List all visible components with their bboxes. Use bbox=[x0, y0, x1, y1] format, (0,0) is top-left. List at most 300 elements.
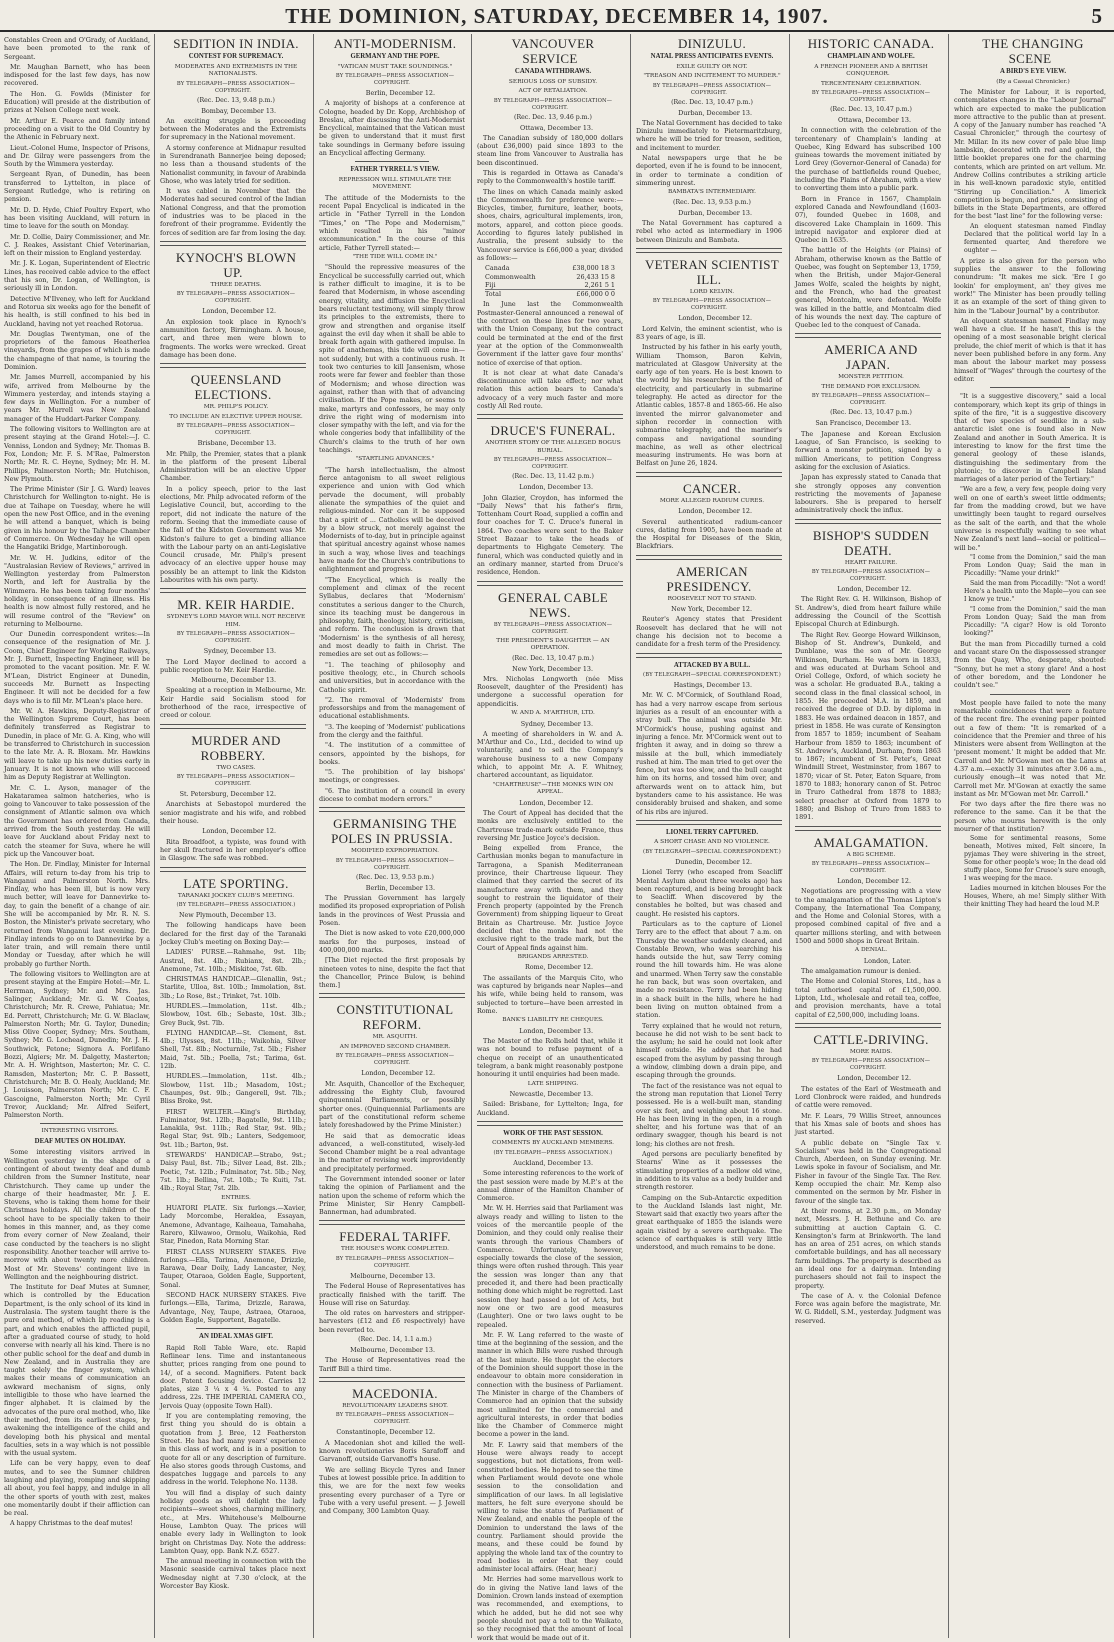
divider bbox=[636, 472, 782, 477]
verse: Some for sentimental reasons, Some beneath, Motives mixed, Felt sincere, In pyjamas They were shivering in the street, Some for other people's woe; In the dead old stuffy place, Some for Crusoe's sure enough, I was weeping for the mace. bbox=[964, 835, 1106, 883]
advert-text: You will find a display of such dainty holiday goods as will delight the lady recipients—sweet shoes, charming millinery, etc., at Mrs. Whitehouse's Melbourne House, Lambton Quay. The prices will enable every lady in Wellington to look bright on Christmas Day. Note the address: Lambton Quay, opp. Bank N.Z. 6527. bbox=[160, 1488, 306, 1555]
paragraph: Several authenticated radium-cancer cures, dating from 1905, have been made at the Hospital for Diseases of the Skin, Blackfriars. bbox=[636, 517, 782, 551]
divider bbox=[795, 826, 941, 831]
deck: TERCENTENARY CELEBRATION. bbox=[820, 80, 922, 87]
paragraph: The battle of the Heights (or Plains) of Abraham, otherwise known as the Battle of Quebec, was fought on September 13, 1759, when the British, under Major-General James Wolfe, scaled the heights by night, and the French, who had the greatest general, Montcalm, were defeated. Wolfe was killed in the battle, and Montcalm died of his wounds the next day. The capture of Quebec led to the conquest of Canada. bbox=[795, 246, 941, 330]
paragraph: The amalgamation rumour is denied. bbox=[801, 967, 921, 976]
paragraph: Some interesting references to the work of the past session were made by M.P.'s at the annual dinner of the Hamilton Chamber of Commerce. bbox=[477, 1169, 623, 1203]
paragraph: Mr. W. H. Herries said that Parliament was always ready and willing to listen to the voices of the mercantile people of the Dominion, and they could only realise their wants through the various Chambers of Commerce. Unfortunately, however, especially towards the close of the session, things were often rushed through. This year the session was longer than any that preceded it, and there had been practically nothing done which might be regretted. Last session they had passed a lot of Acts, but now one or two are good measures (Laughter). One or two laws ought to be repealed. bbox=[477, 1204, 623, 1329]
paragraph: "We are a few, a very few, people doing very well on one of earth's sweet little oddments; far from the madding crowd, but we have unwittingly been taught to regard ourselves as the salt of the earth, and that the whole universe is respectfully waiting to see what New Zealand's next land—social or political—will be." bbox=[954, 485, 1106, 552]
verse: "I come from the Dominion," said the man From London Quay; Said the man from Piccadilly: "A cigar? How is old Toronto looking?" bbox=[964, 605, 1106, 637]
paragraph: Mr. F. Lears, 79 Willis Street, announces that his Xmas sale of boots and shoes has just started. bbox=[795, 1111, 941, 1137]
credit-line: BY TELEGRAPH—PRESS ASSOCIATION—COPYRIGHT. bbox=[176, 774, 296, 788]
subheading: W. AND A. M'ARTHUR, LTD. bbox=[511, 710, 595, 717]
divider bbox=[160, 588, 306, 593]
verse: Said the man from Piccadilly: "Not a word! Here's a health unto the Maple—you can see I know ye true." bbox=[964, 579, 1106, 603]
divider bbox=[795, 519, 941, 524]
byline: (By a Casual Chronicler.) bbox=[996, 78, 1070, 85]
advert-text: Rapid Roll Table Ware, etc. Rapid Reflinear lens. Time and instantaneous shutter, prices ranging from one pound to 14/, of a second. Magnifiers. Patent back door. Patent focusing device. Carries 12 plates, size 3 ¼ x 4 ¼. Posted to any address, 22s. THE IMPERIAL CAMERA CO., Jervois Quay (opposite Town Hall). bbox=[160, 1343, 306, 1410]
deck: A BIG SCHEME. bbox=[846, 851, 896, 858]
headline: DRUCE'S FUNERAL. bbox=[490, 423, 616, 439]
received-line: (Rec. Dec. 13, 9.46 p.m.) bbox=[514, 113, 592, 121]
headline: SEDITION IN INDIA. bbox=[173, 36, 299, 51]
headline: CONSTITUTIONAL REFORM. bbox=[336, 1002, 454, 1033]
credit-line: BY TELEGRAPH—PRESS ASSOCIATION—COPYRIGHT. bbox=[335, 1053, 455, 1067]
paragraph: SECOND HACK NURSERY STAKES. Five furlongs.—Ella, Tarima, Drizzle, Rarawa, Advantage, Ney, Taupe, Astraea, Otaraoa, Golden Eagle, Supportent, Bagatelle. bbox=[160, 1291, 306, 1324]
received-line: (Rec. Dec. 13, 9.48 p.m.) bbox=[197, 96, 275, 104]
paragraph: Most people have failed to note the many remarkable coincidences that were a feature of the recent fire. The evening paper pointed out a few of them: "It is remarked of a coincidence that the Premier and three of his Ministers were absent from Wellington at the 'present moment.' It might be added that Mr. Carroll and Mr. M'Gowan met on the Lams at 4.37 a.m.—exactly 31 minutes after 3.06 a.m., curiously enough—it was noted that Mr. Carroll met Mr. M'Gowan at exactly the same instant as Mr. M'Gowan met Mr. Carroll." bbox=[954, 698, 1106, 798]
table-row bbox=[485, 264, 615, 272]
paragraph: HURDLES.—Immolation, 11st. 4lb.; Slowbow, 11st. 1lb.; Masadom, 10st.; Chaunpes, 9st. 9lb.; Gangerell, 9st. 7lb.; Bliss Broke, 9st. bbox=[160, 1072, 306, 1106]
headline: ATTACKED BY A BULL. bbox=[673, 661, 751, 669]
credit-line: BY TELEGRAPH—PRESS ASSOCIATION—COPYRIGHT. bbox=[493, 97, 613, 111]
paragraph: Mr. C. L. Ayson, manager of the Hakataramea salmon hatcheries, who is going to Vancouver to take possession of the consignment of Atlantic salmon ova which the Government has ordered from Canada, arrived from the South yesterday. He will leave for Auckland about Friday next to catch the steamer for Suva, where he will pick up the Vancouver boat. bbox=[4, 783, 150, 858]
headline: MURDER AND ROBBERY. bbox=[191, 732, 281, 763]
paragraph: The Japanese and Korean Exclusion League, of San Francisco, is seeking to forward a monster petition, signed by a million Americans, to petition Congress asking for the exclusion of Asiatics. bbox=[795, 429, 941, 471]
paragraph: A Macedonian shot and killed the well-known revolutionaries Boris Sarafoff and Garvanoff, outside Garvanoff's house. bbox=[319, 1438, 465, 1464]
credit-line: BY TELEGRAPH—PRESS ASSOCIATION—COPYRIGHT. bbox=[811, 569, 931, 583]
dateline: London, December 12. bbox=[361, 1069, 435, 1078]
dateline: Hastings, December 13. bbox=[673, 681, 752, 690]
column-6 bbox=[795, 36, 941, 1636]
paragraph: Anarchists at Sebastopol murdered the senior magistrate and his wife, and robbed their house. bbox=[160, 800, 306, 826]
deck: MORE RAIDS. bbox=[849, 1048, 893, 1055]
divider bbox=[990, 387, 1070, 388]
dateline: London, December 12. bbox=[678, 507, 752, 516]
credit-line: (BY TELEGRAPH—SPECIAL CORRESPONDENT.) bbox=[643, 848, 781, 855]
paragraph: Japan has expressly stated to Canada that she strongly opposes any convention restricting the movements of Japanese labourers. She is prepared to herself administratively check the influx. bbox=[795, 473, 941, 515]
subheading: MR. ASQUITH. bbox=[372, 1034, 418, 1041]
dateline: London, December 12. bbox=[678, 314, 752, 323]
paragraph: A stormy conference at Midnapur resulted in Surendranath Bannerjee being deposed; no less than a thousand students of the Nationalist community, in favour of Arabinda Ghose, who was lately tried for sedition. bbox=[160, 143, 306, 185]
dateline: London, December 12. bbox=[202, 307, 276, 316]
paragraph: The following visitors to Wellington are at present staying at the Empire Hotel:—Mr. L. Herrman, Sydney; Mr. and Mrs. Jas. Salinger, Auckland; Mr. G. W. Coates, Christchurch; Mr. R. Crewe, Pahiatua; Mr. Ed. Perrett, Christchurch; Mr. G. W. Blaclaw, Palmerston North; Mr. G. Taylor, Dunedin; Miss Olive Cooper, Sydney; Mrs. Southam, Sydney; Mr. G. Lochead, Dunedin; Mr. J. H. Southwick, Petone; Signora A. Forlifano Bozzi, Algiers; Mr. M. Dalgetty, Masterton; Mr. A. H. Wrightson, Masterton; Mr. C. C. Ramsden, Masterton; Mr. C. P. Bassett, Christchurch; Mr. B. O. Healy, Auckland; Mr. J. Louisson, Palmerston North; Mr. C. F. Gascoigne, Palmerston North; Mr. Cyril Trevor, Auckland; Mr. Alfred Seifert, Palmerston North. bbox=[4, 970, 150, 1120]
subheading: CHAMPLAIN AND WOLFE. bbox=[827, 53, 915, 60]
divider bbox=[160, 724, 306, 729]
paragraph: An eloquent statesman named Findlay may well have a clue. If he hasn't, this is the opening of a most seasonable bright clerical prelude, the chief merit of which is that it has never been published before in any form. Any man about the labour market may possess himself of "Wages" through the courtesy of the editor. bbox=[954, 316, 1106, 383]
paragraph: "6. The institution of a council in every diocese to combat modern errors." bbox=[319, 786, 465, 804]
subheading: BANK'S LIABILITY RE CHEQUES. bbox=[502, 1017, 604, 1024]
divider bbox=[160, 363, 306, 368]
received-line: (Rec. Dec. 13, 10.47 p.m.) bbox=[671, 98, 753, 106]
credit-line: BY TELEGRAPH—PRESS ASSOCIATION—COPYRIGHT. bbox=[811, 861, 931, 874]
table-row bbox=[485, 289, 615, 298]
deck: TO INCLUDE AN ELECTIVE UPPER HOUSE. bbox=[169, 413, 303, 420]
paragraph: The Government intended sooner or later taking the opinion of Parliament and the nation upon the scheme of reform which the Prime Minister, Sir Henry Campbell-Bannerman, had adumbrated. bbox=[319, 1174, 465, 1217]
paragraph: Mr. Philp, the Premier, states that a plank in the platform of the present Liberal Administration will be an elective Upper Chamber. bbox=[160, 449, 306, 483]
paragraph: The Master of the Rolls held that, while it was not bound to refuse payment of a cheque on receipt of an unauthenticated telegram, a bank might reasonably postpone honouring it until enquiries had been made. bbox=[477, 1037, 623, 1079]
divider bbox=[40, 1123, 114, 1124]
dateline: St. Petersburg, December 12. bbox=[179, 790, 276, 799]
paragraph: "1. The teaching of philosophy and positive theology, etc., in Church schools and universities, but in accordance with the Catholic spirit. bbox=[319, 660, 465, 694]
paragraph: The Hon. G. Fowlds (Minister for Education) will preside at the distribution of prizes at Nelson College next week. bbox=[4, 89, 150, 115]
table-cell: Commonwealth bbox=[485, 272, 536, 281]
paragraph: In connection with the celebration of the tercentenary of Champlain's landing at Quebec, King Edward has subscribed 100 guineas towards the movement initiated by Lord Grey (Governor-General of Canada) for the purchase of battlefields round Quebec, including the Plains of Abraham, with a view to converting them into a public park. bbox=[795, 126, 941, 193]
verse: An eloquent statesman named Findlay Declared that the political world lay In a fermented quarter, And therefore we oughter — bbox=[964, 222, 1106, 254]
paragraph: A prize is also given for the person who supplies the answer to the following conundrum: "It makes me sick. 'Ere I go lookin' for employment, an' they gives me work!" The Minister has been proudly telling it as an example of the sort of thing given to him in the "Labour Journal" by a contributor. bbox=[954, 256, 1106, 315]
column-3 bbox=[319, 36, 465, 1636]
deck: HEART FAILURE. bbox=[844, 559, 898, 566]
divider bbox=[990, 694, 1070, 695]
table-cell: 2,261 5 1 bbox=[584, 280, 615, 289]
paragraph: The assailants of the Marquis Cito, who was captured by brigands near Naples—and his wife, while being held to ransom, was subjected to torture—have been arrested in Rome. bbox=[477, 973, 623, 1015]
deck: AN IMPROVED SECOND CHAMBER. bbox=[339, 1043, 451, 1050]
paragraph: FLYING HANDICAP.—St. Clement, 8st. 4lb.; Ulysses, 8st. 11lb.; Waikohia, Silver Shell, 7st. 8lb.; Nocturnile, 7st. 5lb.; Fisher Maid, 7st. 5lb.; Poella, 7st.; Tarima, 6st. 12lb. bbox=[160, 1028, 306, 1071]
received-line: (Rec. Dec. 13, 10.47 p.m.) bbox=[830, 409, 912, 417]
paragraph: Sailed: Brisbane, for Lyttelton; Inga, for Auckland. bbox=[477, 1100, 623, 1117]
paragraph: A majority of bishops at a conference at Cologne, headed by Dr. Kopp, Archbishop of Breslau, after discussing the Anti-Modernist Encyclical, maintained that the Vatican must be given to understand that it must first take soundings in Germany before issuing an Encyclical affecting Germany. bbox=[319, 99, 465, 158]
credit-line: BY TELEGRAPH—PRESS ASSOCIATION—COPYRIGHT. bbox=[335, 73, 455, 86]
paragraph: Negotiations are progressing with a view to the amalgamation of the Thomas Lipton's Company, the International Tea Company, and the Home and Colonial Stores, with a proposed combined capital of five and a quarter millions sterling, and with between 1500 and 5000 shops in Great Britain. bbox=[795, 887, 941, 946]
dateline: Melbourne, December 13. bbox=[350, 1346, 435, 1355]
column-rule bbox=[630, 34, 631, 1638]
dateline: Dunedin, December 12. bbox=[675, 857, 752, 866]
divider bbox=[795, 1023, 941, 1028]
divider bbox=[319, 1220, 465, 1225]
paragraph: Mr. Douglas Twentyman, one of the proprietors of the famous Heatherlea vineyards, from the grapes of which is made the champagne of that name, is touring the Dominion. bbox=[4, 329, 150, 371]
subheading: A DENIAL. bbox=[854, 947, 888, 954]
paragraph: The Home and Colonial Stores, Ltd., has a total authorised capital of £1,500,000. Lipton, Ltd., wholesale and retail tea, coffee, and provision merchants, have a total capital of £2,500,000, including loans. bbox=[795, 977, 941, 1019]
paragraph: The Court of Appeal has decided that the monks are exclusively entitled to the Chartreuse trade-mark outside France, thus reversing Mr. Justice Joyce's decision. bbox=[477, 808, 623, 842]
credit-line: BY TELEGRAPH—PRESS ASSOCIATION—COPYRIGHT. bbox=[493, 621, 613, 635]
subheading: CANADA WITHDRAWS. bbox=[514, 68, 592, 75]
paragraph: But the man from Piccadilly turned a cold and vacant stare On the dispossessed stranger from the Quay, Who, desperate, shouted: "Sonny, but he met a stony glare! And a host of other boredom, and the Londoner he couldn't see." bbox=[954, 639, 1106, 690]
column-1 bbox=[4, 36, 150, 1636]
credit-line: BY TELEGRAPH—PRESS ASSOCIATION—COPYRIGHT. bbox=[811, 90, 931, 103]
deck: COMMENTS BY AUCKLAND MEMBERS. bbox=[492, 1140, 614, 1147]
credit-line: (BY TELEGRAPH—SPECIAL CORRESPONDENT.) bbox=[643, 672, 781, 679]
paragraph: Mr. Maughan Barnett, who has been indisposed for the last few days, has now recovered. bbox=[4, 62, 150, 88]
masthead bbox=[0, 0, 1114, 32]
table-cell: Total bbox=[485, 290, 502, 299]
dateline: Berlin, December 12. bbox=[365, 89, 435, 97]
paragraph: HURDLES.—Immolation, 11st. 4lb.; Slowbow, 10st. 6lb.; Sebaste, 10st. 3lb.; Grey Buck, 9st. 7lb. bbox=[160, 1002, 306, 1027]
dateline: New Plymouth, December 13. bbox=[178, 911, 276, 920]
paragraph: It is not clear at what date Canada's discontinuance will take effect; nor what relation this action bears to Canada's advocacy of a very much faster and more costly All Red route. bbox=[477, 368, 623, 410]
deck: LORD KELVIN. bbox=[689, 288, 735, 295]
credit-line: BY TELEGRAPH—PRESS ASSOCIATION—COPYRIGHT. bbox=[176, 291, 296, 305]
column-rule bbox=[154, 34, 155, 1638]
headline: KYNOCH'S BLOWN UP. bbox=[175, 249, 297, 280]
paragraph: [The Diet rejected the first proposals by nineteen votes to nine, despite the fact that the Chancellor, Prince Bulow, is behind them.] bbox=[319, 956, 465, 990]
column-2 bbox=[160, 36, 306, 1636]
table-cell: £66,000 0 0 bbox=[576, 290, 615, 299]
divider bbox=[477, 581, 623, 586]
paragraph: CHRISTMAS HANDICAP.—Glenallin, 9st.; Starlite, Ulloa, 8st. 10lb.; Immolation, 8st. 3lb.; Lo Rose, 8st.; Trinket, 7st. 10lb. bbox=[160, 975, 306, 1000]
headline: THE CHANGING SCENE bbox=[982, 36, 1084, 66]
deck: MORE ALLEGED RADIUM CURES. bbox=[659, 497, 765, 504]
credit-line: BY TELEGRAPH—PRESS ASSOCIATION—COPYRIGHT. bbox=[652, 82, 772, 96]
paragraph: The Prime Minister (Sir J. G. Ward) leaves Christchurch for Wellington to-night. He is due at Taihape on Tuesday, where he will open the new Post Office, and in the evening he will attend a banquet, which is being given in his honour by the Taihape Chamber of Commerce. On Wednesday he will open the Hangatiki Bridge, Martinborough. bbox=[4, 485, 150, 552]
received-line: (Rec. Dec. 13, 9.53 p.m.) bbox=[356, 873, 434, 881]
dateline: Sydney, December 13. bbox=[203, 647, 276, 656]
paragraph: Sergeant Ryan, of Dunedin, has been transferred to Lyttelton, in place of Sergeant Rutledge, who is retiring on pension. bbox=[4, 170, 150, 204]
subheading: DEAF MUTES ON HOLIDAY. bbox=[34, 1137, 126, 1145]
paragraph: The Right Rev. George Howard Wilkinson, Bishop of St. Andrew's, Dunkeld, and Dunblane, was the son of Mr. George Wilkinson, Durham. He was born in 1833, and was educated at Durham School and Oriel College, Oxford, of which society he was a scholar. He graduated B.A., taking a second class in the final classical school, in 1855. He proceeded M.A. in 1859, and received the degree of D.D. by diploma in 1883. He was ordained deacon in 1857, and priest in 1858. He was curate of Kensington from 1857 to 1859; incumbent of Seaham Harbour from 1859 to 1863; incumbent of St. Andrew's, Auckland, Durham, from 1863 to 1867; incumbent of St. Peter's, Great Windmill Street, Westminster, from 1867 to 1870; vicar of St. Peter, Eaton Square, from 1870 to 1883; honorary canon of St. Petroc in Truro Cathedral from 1878 to 1883; select preacher at Oxford from 1879 to 1880; and Bishop of Truro from 1883 to 1891. bbox=[795, 630, 941, 822]
paragraph: Particulars as to the capture of Lionel Terry are to the effect that about 7 a.m. on Thursday the weather suddenly cleared, and Constable Brown, who was searching his hands outside the hut, saw Terry coming round the hill towards him. He was alone and unarmed. When Terry saw the constable he ran back, but was soon overtaken, and made no resistance. Terry had been hiding in a shack built in the hills, where he had been living on mutton obtained from a station. bbox=[636, 920, 782, 1020]
deck: ACT OF RETALIATION. bbox=[518, 88, 588, 94]
paragraph: "2. The removal of 'Modernists' from professorships and from the management of educational establishments. bbox=[319, 695, 465, 721]
paragraph: Mrs. Nicholas Longworth (née Miss Roosevelt, daughter of the President) has undergone a successful operation for appendicitis. bbox=[477, 674, 623, 708]
paragraph: The Natal Government has decided to take Dinizulu immediately to Pietermaritzburg, where he will be tried for treason, sedition, and incitement to murder. bbox=[636, 118, 782, 152]
paragraph: Being expelled from France, the Carthusian monks began to manufacture in Tarragona, a Spanish Mediterranean province, their Chartreuse liqueur. They claimed that they carried the secret of its manufacture away with them, and they sought to restrain the liquidator of their French property (appointed by the French Government) from shipping liqueur to Great Britain as Chartreuse. Mr. Justice Joyce decided that the monks had not the exclusive right to the trade mark, but the Court of Appeal finds against him. bbox=[477, 844, 623, 952]
page-number: 5 bbox=[1091, 4, 1102, 28]
paragraph: The Canadian subsidy of 180,000 dollars (about £36,000) paid since 1893 to the steam line from Vancouver to Australia has been discontinued. bbox=[477, 133, 623, 167]
paragraph: Mr. J. K. Logan, Superintendent of Electric Lines, has received cable advice to the effect that his son, Dr. Logan, of Wellington, is seriously ill in London. bbox=[4, 259, 151, 293]
paragraph: Mr. D. Collie, Dairy Commissioner, and Mr. C. J. Reakes, Assistant Chief Veterinarian, left on their mission to England yesterday. bbox=[4, 232, 150, 258]
credit-line: BY TELEGRAPH—PRESS ASSOCIATION—COPYRIGHT. bbox=[493, 457, 613, 471]
dateline: Durban, December 13. bbox=[678, 208, 752, 217]
dateline: Melbourne, December 13. bbox=[191, 676, 276, 685]
paragraph: Mr. F. Lawry said that members of the House were always ready to accept suggestions, but not dictations, from well-constituted bodies. He hoped to see the time when Parliament would devote one whole session to the consolidation and simplification of our laws. In all legislative matters, he felt sure everyone should be willing to raise the status of Parliament of New Zealand, and enable the people of the Dominion to understand the laws of the country. Parliament should provide the means, and these could be found by applying the whole land tax of the country to road bodies in order that they could administer local affairs. (Hear, hear.) bbox=[477, 1440, 623, 1574]
divider bbox=[636, 653, 782, 658]
subheading: "THE TIDE WILL COME IN." bbox=[352, 253, 438, 260]
table-cell: £38,000 18 3 bbox=[572, 264, 615, 273]
paragraph: The following handicaps have been declared for the first day of the Taranaki Jockey Club's meeting on Boxing Day:— bbox=[160, 921, 306, 946]
advert-heading: AN IDEAL XMAS GIFT. bbox=[199, 1333, 273, 1341]
paragraph: The Hon. Dr. Findlay, Minister for Internal Affairs, will return to-day from his trip to Wanganui and Palmerston North. Mrs. Findlay, who has been ill, but is now very much better, will leave for Dannevirke to-day, to gain the benefit of a change of air. She will be accompanied by Mr. R. N. S. Boston, the Minister's private secretary, who returned from Wanganui last evening. Dr. Findlay intends to go on to Dannevirke by a later train, and will remain there until Monday or Tuesday, after which he will probably go further North. bbox=[4, 860, 150, 968]
dateline: New York, December 13. bbox=[512, 664, 593, 673]
paragraph: Our Dunedin correspondent writes:—In consequence of the resignation of Mr. J. Coom, Chief Engineer for Working Railways, Mr. J. Burnett, Inspecting Engineer, will be promoted to the vacant position. Mr. F. W. M'Lean, District Engineer at Dunedin, succeeds Mr. Burnett as Inspecting Engineer. It will not be decided for a few days who is to fill Mr. M'Lean's place here. bbox=[4, 630, 150, 705]
divider bbox=[160, 867, 306, 872]
credit-line: BY TELEGRAPH—PRESS ASSOCIATION—COPYRIGHT. bbox=[176, 423, 296, 437]
deck: "TREASON AND INCITEMENT TO MURDER." bbox=[643, 73, 781, 79]
deck: THREE DEATHS. bbox=[210, 281, 262, 288]
paragraph: STEWARDS' HANDICAP.—Strabo, 9st.; Daisy Paul, 8st. 7lb.; Silver Lead, 8st. 2lb.; Poetic, 7st. 12lb.; Fulminator, 7st. 5lb.; Ney, 7st. 1lb.; Bellina, 7st. 10lb.; Te Kuiti, 7st. 4lb.; Royal Star, 7st. 2lb. bbox=[160, 1151, 306, 1193]
headline: CATTLE-DRIVING. bbox=[813, 1031, 929, 1047]
table-row bbox=[485, 273, 615, 281]
paragraph: For two days after the fire there was no reference to the same. Can it be that the person who mourns herewith is the only mourner of that institution? bbox=[954, 800, 1106, 834]
paragraph: Constables Creen and O'Grady, of Auckland, have been promoted to the rank of Sergeant. bbox=[4, 36, 150, 61]
paragraph: "The Encyclical, which is really the complement and climax of the recent Syllabus, declares that 'Modernism' constitutes a serious danger to the Church, since its teaching must be dangerous in philosophy, faith, theology, history, criticism, and reform. The conclusion is drawn that 'Modernism' is the synthesis of all heresy, and most deadly to faith in Christ. The remedies are set out as follows:— bbox=[319, 575, 465, 659]
column-rule bbox=[471, 34, 472, 1638]
deck: SYDNEY'S LORD MAYOR WILL NOT RECEIVE HIM. bbox=[166, 614, 306, 628]
column-4 bbox=[477, 36, 623, 1642]
paragraph: In a policy speech, prior to the last elections, Mr. Philp advocated reform of the Legislative Council, but, according to the report, did not indicate the nature of the reform. Seeing that the immediate cause of the fall of the Kidston Government was Mr. Kidston's failure to get a binding alliance with the Labour party on an anti-Legislative Council crusade, Mr. Philp's present advocacy of an elective upper house may possibly be an attempt to link the Kidston Labourites with his own party. bbox=[160, 484, 306, 584]
headline: FEDERAL TARIFF. bbox=[339, 1229, 451, 1245]
dateline: London, Later. bbox=[863, 956, 911, 965]
subheading: MR. PHILP'S POLICY. bbox=[203, 404, 269, 411]
dateline: Ottawa, December 13. bbox=[520, 123, 593, 132]
paragraph: The Federal House of Representatives has practically finished with the tariff. The House will rise on Saturday. bbox=[319, 1282, 465, 1307]
paragraph: The case of A. v. the Colonial Defence Force was again before the magistrate, Mr. W. G. Riddell, S.M., yesterday. Judgment was reserved. bbox=[795, 1291, 941, 1325]
dateline: Sydney, December 13. bbox=[520, 719, 593, 728]
credit-line: BY TELEGRAPH—PRESS ASSOCIATION—COPYRIGHT. bbox=[811, 393, 931, 407]
subsidy-table bbox=[477, 264, 623, 300]
verse: Ladies mourned in kitchen blouses For the Houses, Where, ah me! Simply slither With their knitting They had heard the loud M.P. bbox=[964, 885, 1106, 909]
dateline: London, December 12. bbox=[837, 585, 911, 594]
paragraph: The Lord Mayor declined to accord a public reception to Mr. Keir Hardie. bbox=[160, 657, 306, 674]
headline: CANCER. bbox=[682, 480, 742, 496]
dateline: Ottawa, December 13. bbox=[838, 116, 911, 124]
column-rule bbox=[948, 34, 949, 1638]
paragraph: Mr. W. C. M'Cormick, of Southland Road, has had a very narrow escape from serious injuries as a result of an encounter with a stray bull. The animal was outside Mr. M'Cormick's house, pushing against and injuring a fence. Mr. M'Cormick went out to frighten it away, and in doing so threw a missile at the bull, which immediately rushed at him. The man tried to get over the fence, but was too slow, and the bull caught him on its horns, and tossed him over, and afterwards went on to attack him, but bystanders came to his assistance. He was considerably bruised and shaken, and some of his ribs are injured. bbox=[636, 691, 782, 816]
credit-line: BY TELEGRAPH—PRESS ASSOCIATION—COPYRIGHT. bbox=[176, 80, 296, 94]
paragraph: A meeting of shareholders in W. and A. M'Arthur and Co., Ltd., decided to wind up voluntarily, and to sell the Company's warehouse business to a new Company which, to appoint Mr. A. F. Whitney, chartered accountant, as liquidator. bbox=[477, 729, 623, 780]
paragraph: An exciting struggle is proceeding between the Moderates and the Extremists for supremacy in the National movement. bbox=[160, 116, 306, 142]
paragraph: Mr. W. A. Hawkins, Deputy-Registrar of the Wellington Supreme Court, has been definitely transferred as Registrar to Dunedin, in place of Mr. G. A. King, who will be transferred to Christchurch in succession to the late Mr. A. R. Bloxam. Mr. Hawkins will leave to take up his new duties early in January. It is not known who will succeed him as Deputy Registrar at Wellington. bbox=[4, 706, 150, 782]
headline: DINIZULU. bbox=[677, 36, 747, 51]
deck: SERIOUS LOSS OF SUBSIDY. bbox=[508, 78, 598, 85]
paragraph: The Natal Government has captured a rebel who acted as intermediary in 1906 between Dinizulu and Bambata. bbox=[636, 218, 782, 244]
dateline: Auckland, December 13. bbox=[513, 1158, 593, 1167]
deck: MODERATES AND EXTREMISTS IN THE NATIONALISTS. bbox=[174, 63, 298, 77]
received-line: (Rec. Dec. 13, 10.47 p.m.) bbox=[512, 654, 594, 662]
paragraph: Lionel Terry (who escaped from Seacliff Mental Asylum about three weeks ago) has been recaptured, and is being brought back to Seacliff. When discovered by the constables he bolted, but was chased and caught. He resisted his captors. bbox=[636, 868, 782, 918]
subheading: ENTRIES. bbox=[221, 1194, 251, 1201]
paragraph: Reuter's Agency states that President Roosevelt has declared that he will not change his decision not to become a candidate for a fresh term of the Presidency. bbox=[636, 615, 782, 649]
headline: WORK OF THE PAST SESSION. bbox=[503, 1129, 603, 1137]
headline: HISTORIC CANADA. bbox=[807, 36, 935, 51]
table-cell: Canada bbox=[485, 264, 510, 273]
deck: THE PRESIDENT'S DAUGHTER — AN OPERATION. bbox=[496, 637, 610, 652]
credit-line: BY TELEGRAPH—PRESS ASSOCIATION—COPYRIGHT. bbox=[652, 298, 772, 312]
advert-text: The annual meeting in connection with the Masonic seaside carnival takes place next Wednesday night at 7.30 o'clock, at the Worcester Bay Kiosk. bbox=[160, 1557, 306, 1590]
table-cell: Fiji bbox=[485, 280, 496, 289]
received-line: (Rec. Dec. 14, 1.1 a.m.) bbox=[358, 1336, 432, 1344]
headline: QUEENSLAND ELECTIONS. bbox=[190, 372, 282, 403]
headline: LIONEL TERRY CAPTURED. bbox=[665, 828, 759, 836]
headline: GERMANISING THE POLES IN PRUSSIA. bbox=[331, 816, 457, 847]
paragraph: Mr. D. D. Hyde, Chief Poultry Expert, who has been visiting Auckland, will return in time to leave for the south on Monday. bbox=[4, 205, 150, 231]
subheading: GERMANY AND THE POPE. bbox=[350, 53, 440, 60]
column-rule bbox=[313, 34, 314, 1638]
credit-line: BY TELEGRAPH—PRESS ASSOCIATION—COPYRIGHT. bbox=[335, 1412, 455, 1426]
divider bbox=[636, 248, 782, 253]
subheading: A BIRD'S EYE VIEW. bbox=[999, 68, 1067, 75]
divider bbox=[319, 807, 465, 812]
column-7 bbox=[954, 36, 1106, 1636]
dateline: London, December 12. bbox=[519, 798, 593, 807]
paragraph: The Prussian Government has largely modified its proposed expropriation of Polish lands in the provinces of West Prussia and Posen. bbox=[319, 894, 465, 928]
paragraph: Mr. Asquith, Chancellor of the Exchequer, addressing the Eighty Club, favoured quinquennial Parliaments, or possibly shorter ones. (Quinquennial Parliaments are part of the constitutional reform scheme lately foreshadowed by the Prime Minister.) bbox=[319, 1079, 465, 1130]
headline: LATE SPORTING. bbox=[183, 875, 289, 891]
dateline: London, December 13. bbox=[519, 1026, 593, 1035]
headline: MACEDONIA. bbox=[352, 1385, 438, 1401]
divider bbox=[160, 241, 306, 246]
paragraph: "Should the repressive measures of the Encyclical be successfully carried out, which is rather difficult to imagine, it is to be feared that Modernism, in whose ascending energy, vitality, and diffusion the Encyclical bears reluctant testimony, will simply throw its principles to the extremists, there to grow and strengthen and organise itself against the evil day when it shall be able to break forth again with gathered impulse. In spite of anathemas, this tide will come in—not suddenly, but with a continuous rush. It took two centuries to kill Jansenism, whose roots were far fewer and feebler than those of Modernism; and whose direction was against, rather than with that of advancing civilisation. If the Pope makes, or seems to make, martyrs and confessors, he may only drive the right wing of modernism into closer sympathy with the left, and via for the whole congeries body that infallibility of the Church's claims to the truth of her own teachings. bbox=[319, 263, 465, 454]
received-line: (Rec. Dec. 13, 11.42 p.m.) bbox=[512, 473, 594, 481]
deck: EXILE GUILTY OR NOT. bbox=[676, 63, 748, 70]
paragraph: "3. The keeping of 'Modernist' publications from the clergy and the faithful. bbox=[319, 722, 465, 739]
paragraph: A happy Christmas to the deaf mutes! bbox=[10, 1519, 133, 1528]
credit-line: (BY TELEGRAPH—PRESS ASSOCIATION.) bbox=[493, 1149, 613, 1156]
dateline: London, December 13. bbox=[519, 483, 593, 492]
paragraph: FIRST CLASS NURSERY STAKES. Five furlongs.—Ella, Tarima, Anemone, Drizzle, Rarawa, Dear Doily, Lady Lancaster, Ney, Tauper, Otaraoa, Golden Eagle, Supportent, Sonal. bbox=[160, 1247, 306, 1289]
deck: A SHORT CHASE AND NO VIOLENCE. bbox=[654, 839, 770, 846]
received-line: (Rec. Dec. 13, 10.47 p.m.) bbox=[830, 106, 912, 113]
subheading: MONSTER PETITION. bbox=[838, 374, 904, 381]
section-heading: INTERESTING VISITORS. bbox=[41, 1128, 119, 1135]
advert-text: If you are contemplating removing, the first thing you should do is obtain a quotation from J. Bree, 12 Featherston Street. He has had many years' experience in this class of work, and is in a position to quote for all or any description of furniture. He also stores goods through Customs, and despatches luggage and parcels to any address in the world. Telephone No. 1138. bbox=[160, 1412, 306, 1487]
paragraph: Detective M'Ilveney, who left for Auckland and Rotorua six weeks ago for the benefit of his health, is still confined to his bed in Auckland, having not yet reached Rotorua. bbox=[4, 294, 150, 328]
subheading: FATHER TYRRELL'S VIEW. bbox=[350, 166, 440, 174]
deck: MODIFIED EXPROPRIATION. bbox=[351, 848, 439, 855]
paragraph: In June last the Commonwealth Postmaster-General announced a renewal of the contract on these lines for two years, with the Union Company, but the contract could be terminated at the end of the first year at the option of the Commonwealth Government if the latter gave four months' notice of exercise of that option. bbox=[477, 300, 623, 367]
deck: THE DEMAND FOR EXCLUSION. bbox=[821, 383, 921, 390]
credit-line: BY TELEGRAPH—PRESS ASSOCIATION—COPYRIGHT. bbox=[335, 857, 455, 871]
paragraph: John Glazier, Croydon, has informed the "Daily News" that his father's firm, Tottenham Court Road, supplied a coffin and four coaches for T. C. Druce's funeral in 1864. Two coaches were sent to the Baker Street Bazaar to take the heads of departments to Highgate Cemetery. The funeral, which was conducted quietly and in an ordinary manner, started from Druce's residence, Hendon. bbox=[477, 493, 623, 577]
paragraph: Rita Broadfoot, a typiste, was found with her skull fractured in her employer's office in Glasgow. The safe was robbed. bbox=[160, 837, 306, 863]
dateline: London, December 12. bbox=[202, 827, 276, 836]
headline: AMERICAN PRESIDENCY. bbox=[666, 563, 752, 594]
paragraph: Some interesting visitors arrived in Wellington yesterday in the shape of a contingent of about twenty deaf and dumb children from the Sumner Institute, near Christchurch. They came up under the charge of their headmaster, Mr. J. E. Stevens, who is taking them home for their Christmas holidays. All the children of the school have to be specially taken to their homes in this manner, and, as they come from every corner of New Zealand, their case conducted by the teachers is no slight responsibility. Another teacher will arrive to-morrow with about twenty more children. Most of Mr. Stevens' contingent live in Wellington and the neighbouring district. bbox=[4, 1148, 150, 1281]
advert-text: We are selling Bicycle Tyres and Inner Tubes at lowest possible price. In addition to this, we are for the next few weeks presenting every purchaser of a Tyre or Tube with a very useful present. — J. Jewell and Company, 300 Lambton Quay. bbox=[319, 1465, 465, 1516]
paragraph: "It is a suggestive discovery," said a local contemporary, which kept its grip of things in spite of the fire, "it is a suggestive discovery that of two species of seedlike in a sub-antarctic islet one is found also in New Zealand and another in South America. It is interesting to know for the first time the general geology of these islands, distinguishing the sedimentary from the plutonic; to discover in Campbell Island marriages of a later period of the Tertiary." bbox=[954, 392, 1106, 484]
paragraph: Born in France in 1567, Champlain explored Canada and Newfoundland (1603-07), founded Quebec in 1608, and discovered Lake Champlain in 1609. This intrepid navigator and explorer died at Quebec in 1635. bbox=[795, 194, 941, 245]
paragraph: He said that as democratic ideas advanced, a well-constituted, wisely-led Second Chamber might be a real advantage in the matter of revising work improvidently and precipitately performed. bbox=[319, 1131, 465, 1173]
paragraph: The Minister for Labour, it is reported, contemplates changes in the "Labour Journal" which are expected to make the publication more attractive to the public than at present. A copy of the January number has reached "A Casual Chronicler," through the courtesy of Mr. Millar. In its new cover of pale blue limp lambskin, decorated with red and gold, the little booklet prepares one for the charming contents, which are printed on art vellum. Mr. Andrew Collins contributes a striking article in his well-known paradoxic style, entitled "Stirring up Conciliation." A limerick competition is begun, and prizes, consisting of billets in the State Departments, are offered for the best "last line" for the following verse: bbox=[954, 88, 1106, 221]
divider bbox=[319, 1377, 465, 1382]
headline: AMALGAMATION. bbox=[813, 834, 929, 850]
divider bbox=[319, 993, 465, 998]
deck: A FRENCH PIONEER AND A BRITISH CONQUEROR. bbox=[814, 63, 928, 77]
subheading: CONTEST FOR SUPREMACY. bbox=[188, 53, 284, 60]
paragraph: The attitude of the Modernists to the recent Papal Encyclical is indicated in the article in "Father Tyrrell in the London "Times," on "The Pope and Modernism," which resulted in his "minor excommunication." In the course of this article, Father Tyrrell stated:— bbox=[319, 193, 465, 252]
verse: "I come from the Dominion," said the man From London Quay; Said the man in Piccadilly: "Name your drink!" bbox=[964, 553, 1106, 577]
paragraph: The Diet is now asked to vote £20,000,000 marks for the purposes, instead of 400,000,000 marks. bbox=[319, 929, 465, 954]
subheading: "STARTLING ADVANCES." bbox=[355, 456, 435, 463]
paragraph: HUATORI PLATE. Six furlongs.—Xavier, Lady Morcombe, Heraklea, Essayan, Anemone, Advantage, Kaiheaua, Tamahaha, Rarero, Kilwawoo, Ormolu, Waikohia, Red Star, Pinedon, Rata Morning Star. bbox=[160, 1204, 306, 1246]
paragraph: The lines on which Canada mainly asked the Commonwealth for preference were:—Bicycles, timber, furniture, leather, boots, shoes, chairs, agricultural implements, iron, motors, apparel, and cotton piece goods. According to figures lately published in Australia, the present subsidy to the Vancouver service is £66,000 a year, divided as follows:— bbox=[477, 187, 623, 262]
column-5 bbox=[636, 36, 782, 1636]
paragraph: The Institute for Deaf Mutes at Sumner, which is controlled by the Education Department, is the only school of its kind in Australasia. The system taught there is the pure oral method, of which lip reading is a part, and which enables the afflicted pupil, after a graduated course of study, to hold converse with nearly all his kind. There is no other public school for the deaf and dumb in New Zealand, and in Australia they are taught solely the finger system, which makes their means of communication an awkward mechanism of signs, only intelligible to those who have learned the finger alphabet. It is claimed by the advocates of the pure oral method, who, like their method, from its earliest stages, by awakening the intelligence of the child and developing both his physical and mental faculties, sets in a way which is not possible with the usual system. bbox=[4, 1283, 150, 1458]
divider bbox=[477, 1121, 623, 1126]
paragraph: Terry explained that he would not return, because he did not wish to be sent back to the asylum; he said he could not look after himself outside. He added that he had escaped from the asylum by passing through a window, climbing down a drain pipe, and escaping through the grounds. bbox=[636, 1021, 782, 1080]
divider bbox=[196, 1328, 270, 1329]
paragraph: Speaking at a reception in Melbourne, Mr. Keir Hardie said Socialism stood for brotherhood of the race, irrespective of creed or colour. bbox=[160, 686, 306, 720]
headline: GENERAL CABLE NEWS. bbox=[498, 589, 608, 620]
paragraph: Aged persons are peculiarly benefited by Stearns' Wine as it possesses the stimulating properties of a mellow old wine, in addition to its value as a body builder and strength restorer. bbox=[636, 1150, 782, 1192]
divider bbox=[636, 555, 782, 560]
paragraph: Instructed by his father in his early youth, William Thomson, Baron Kelvin, matriculated at Glasgow University at the early age of ten years. He is best known to the world by his researches in the field of electricity, and particularly in submarine telegraphy. He acted as director for the Atlantic cables, 1857-8 and 1865-66. He also invented the mirror galvanometer and siphon recorder in connection with submarine telegraphy, and the mariner's compass and navigational sounding machine, as well as other electrical measuring instruments. He was born at Belfast on June 26, 1824. bbox=[636, 343, 782, 468]
paragraph: Mr. W. H. Judkins, editor of the "Australasian Review of Reviews," arrived in Wellington yesterday from Palmerston North, and left for Australia by the Wimmera. He has been taking four months' holiday, in consequence of an illness. His health is now almost fully restored, and he will resume control of the "Review" on returning to Melbourne. bbox=[4, 553, 150, 628]
dateline: Newcastle, December 13. bbox=[509, 1090, 593, 1099]
paragraph: FIRST WELTER.—King's Birthday, Fulminator, 9st. 12lb.; Bagatelle, 9st. 11lb.; Lanakila, 9st. 11lb.; Red Star, 9st. 9lb.; Regal Star, 9st. 9lb.; Lanters, Sedgemoor, 9st. 1lb.; Barton, 9st. bbox=[160, 1107, 306, 1149]
credit-line: BY TELEGRAPH—PRESS ASSOCIATION—COPYRIGHT. bbox=[176, 631, 296, 645]
table-cell: 26,433 15 8 bbox=[576, 272, 615, 281]
headline: BISHOP'S SUDDEN DEATH. bbox=[812, 527, 930, 558]
credit-line: BY TELEGRAPH—PRESS ASSOCIATION—COPYRIGHT. bbox=[811, 1058, 931, 1072]
dateline: Rome, December 12. bbox=[524, 963, 593, 972]
received-line: (Rec. Dec. 13, 9.53 p.m.) bbox=[673, 198, 751, 206]
dateline: London, December 12. bbox=[837, 1074, 911, 1083]
paragraph: "The harsh intellectualism, the almost fierce antagonism to all sweet religious experience and union with God which pervade the document, will probably alienate the sympathies of the quiet and religious-minded. Nor can it be supposed that a spirit of ... Catholics will be deceived by a blow struck, not merely against the Modernists of to-day, but in principle against that spiritual ancestry against whose names in such a way, whose lives and teachings have made for the Church's contributions to enlightenment and progress. bbox=[319, 465, 465, 574]
subheading: NATAL PRESS ANTICIPATES EVENTS. bbox=[650, 53, 774, 60]
divider bbox=[636, 820, 782, 825]
paragraph: This is regarded in Ottawa as Canada's reply to the Commonwealth's hostile tariff. bbox=[477, 168, 623, 186]
paragraph: An explosion took place in Kynoch's ammunition factory, Birmingham. A house, cart, and three men were blown to fragments. The works were wrecked. Great damage has been done. bbox=[160, 317, 306, 359]
deck: ROOSEVELT NOT TO STAND. bbox=[667, 595, 757, 602]
dateline: Constantinople, December 12. bbox=[336, 1428, 435, 1437]
paragraph: "4. The institution of a committee of censors, appointed by the bishops, for books. bbox=[319, 741, 465, 766]
deck: REPRESSION WILL STIMULATE THE MOVEMENT. bbox=[338, 176, 452, 191]
paragraph: Natal newspapers urge that he be deported, even if he is found to be innocent, in order to terminate a condition of simmering unrest. bbox=[636, 153, 782, 187]
table-row bbox=[485, 281, 615, 289]
paragraph: Mr. Arthur E. Pearce and family intend proceeding on a visit to the Old Country by the Athenic in February next. bbox=[4, 116, 150, 142]
headline: ANTI-MODERNISM. bbox=[333, 36, 457, 51]
paragraph: Life can be very happy, even to deaf mutes, and to see the Sumner children laughing and playing, romping and skipping all about, you feel happy, and indulge in all the other sports of youth with zest, makes one momentarily doubt if their affliction can be real. bbox=[4, 1459, 150, 1518]
subheading: BAMBATA'S INTERMEDIARY. bbox=[668, 189, 756, 196]
paragraph: It was cabled in November that the Moderates had secured control of the Indian National Congress, and that the promotion of industries was to be placed in the forefront of their programme. Evidently the forces of sedition are far from losing the day. bbox=[160, 187, 306, 237]
paragraph: The fact of the resistance was not equal to the strong man reputation that Lionel Terry possessed. He is a well-built man, standing over six feet, and weighing about 16 stone. He has been living in the open, in a rough shelter, and his fortune was that of an ordinary swagger, though his beard is not long; his clothes are not fresh. bbox=[636, 1081, 782, 1148]
subheading: LATE SHIPPING. bbox=[527, 1080, 579, 1087]
dateline: Berlin, December 13. bbox=[365, 883, 435, 892]
headline: MR. KEIR HARDIE. bbox=[177, 597, 295, 613]
deck: TWO CASES. bbox=[216, 764, 256, 771]
credit-line: BY TELEGRAPH—PRESS ASSOCIATION—COPYRIGHT. bbox=[335, 1255, 455, 1269]
deck: REVOLUTIONARY LEADERS SHOT. bbox=[342, 1402, 448, 1409]
